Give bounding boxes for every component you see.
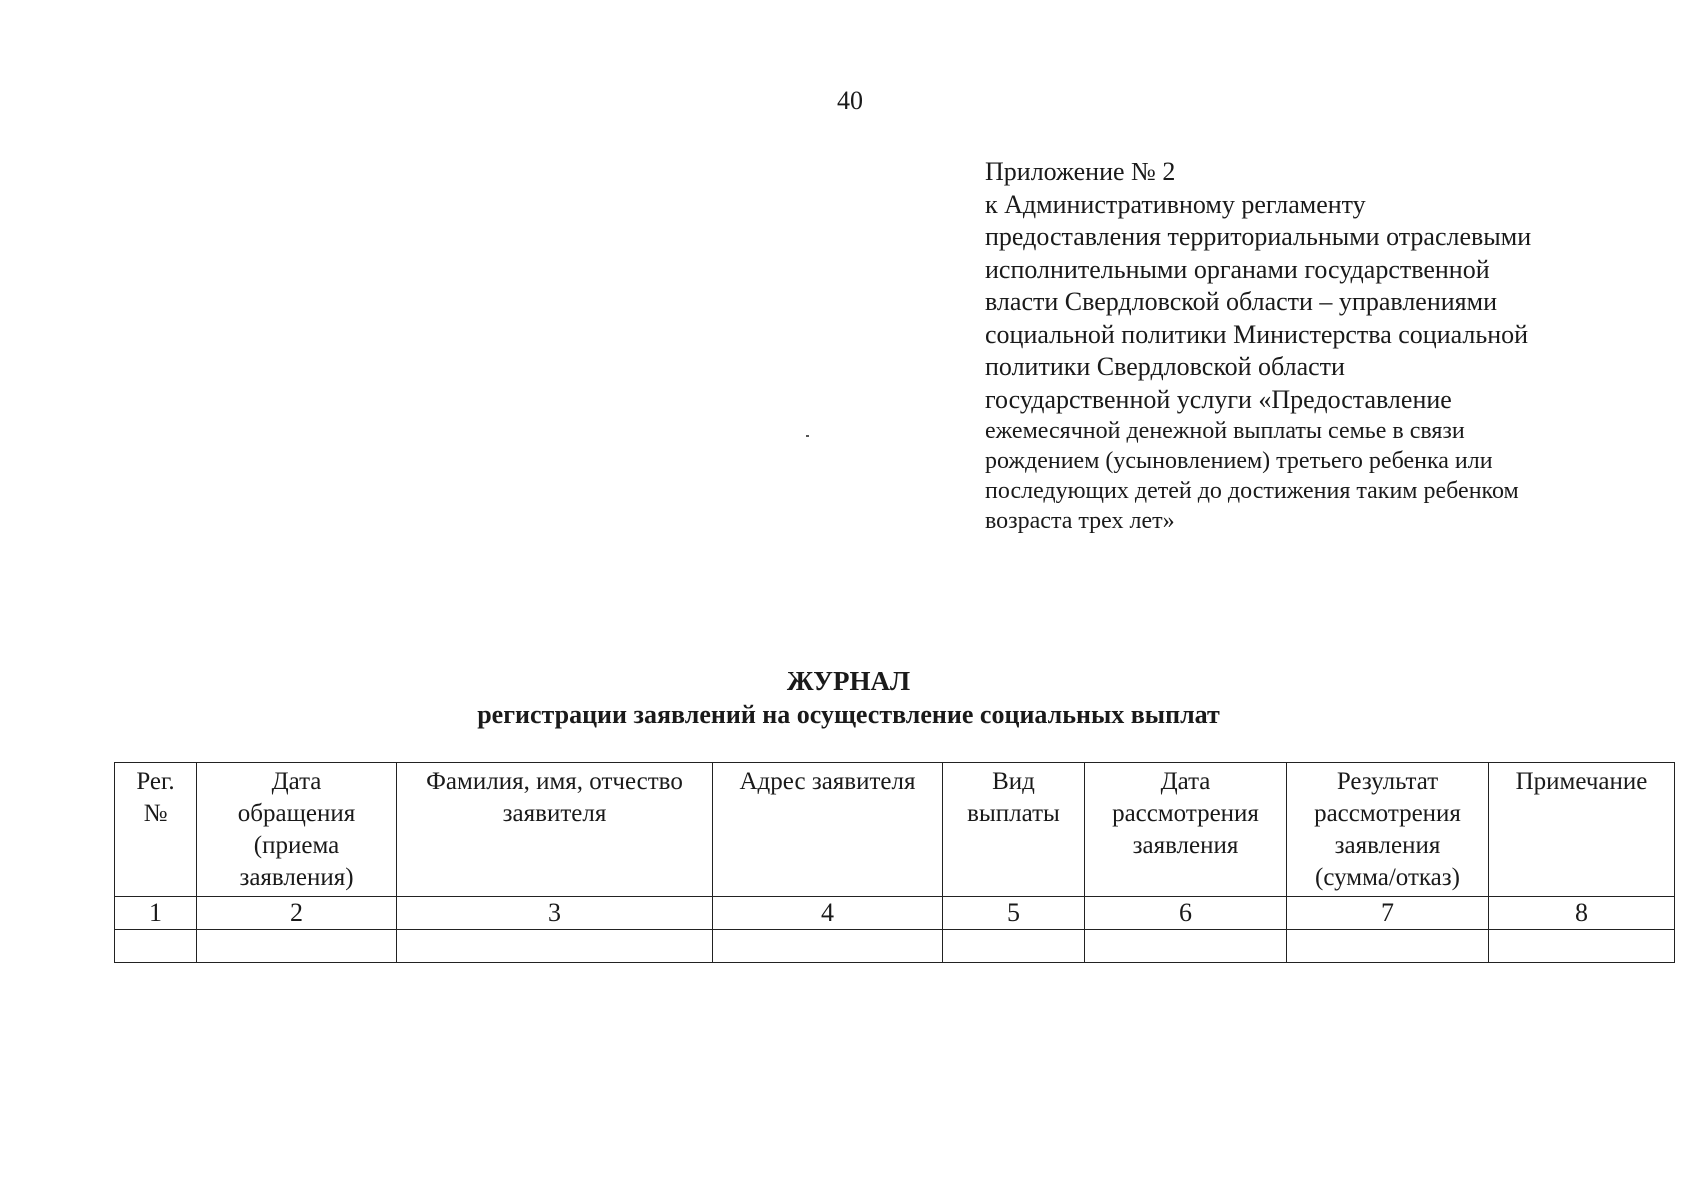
page-number: 40 xyxy=(837,86,863,115)
journal-table xyxy=(114,762,1675,963)
header-reg-number xyxy=(115,763,197,897)
column-number-row xyxy=(115,897,1675,930)
column-number: 7 xyxy=(1287,897,1489,930)
appendix-line: возраста трех лет» xyxy=(985,508,1175,534)
appendix-line: предоставления территориальными отраслевыми xyxy=(985,222,1532,251)
appendix-line: государственной услуги «Предоставление xyxy=(985,384,1452,414)
header-note xyxy=(1489,763,1675,897)
header-payment-type xyxy=(943,763,1085,897)
appendix-line: к Административному регламенту xyxy=(985,189,1366,219)
document-title: ЖУРНАЛ xyxy=(786,666,911,696)
header-label: Фамилия, имя, отчество заявителя xyxy=(426,768,683,827)
appendix-line: Приложение № 2 xyxy=(985,157,1176,186)
appendix-block xyxy=(985,156,1625,536)
header-applicant-address xyxy=(713,763,943,897)
scan-speck xyxy=(806,435,809,437)
empty-cell xyxy=(115,930,197,963)
column-number: 8 xyxy=(1489,897,1675,930)
empty-cell xyxy=(197,930,397,963)
appendix-line: власти Свердловской области – управлениями xyxy=(985,287,1497,316)
column-number: 3 xyxy=(397,897,713,930)
appendix-line: социальной политики Министерства социальной xyxy=(985,319,1529,349)
empty-cell xyxy=(397,930,713,963)
empty-cell xyxy=(713,930,943,963)
empty-cell xyxy=(1489,930,1675,963)
table-header-row xyxy=(115,763,1675,897)
column-number: 2 xyxy=(197,897,397,930)
appendix-line: политики Свердловской области xyxy=(985,352,1345,381)
empty-table-row xyxy=(115,930,1675,963)
header-label: Результат рассмотрения заявления (сумма/отказ) xyxy=(1314,768,1461,891)
header-label: Адрес заявителя xyxy=(739,768,916,795)
header-review-date xyxy=(1085,763,1287,897)
appendix-line: последующих детей до достижения таким ребенком xyxy=(985,478,1519,504)
column-number: 1 xyxy=(115,897,197,930)
header-label: Рег. № xyxy=(136,768,175,827)
empty-cell xyxy=(943,930,1085,963)
header-label: Вид выплаты xyxy=(967,768,1060,827)
header-review-result xyxy=(1287,763,1489,897)
header-label: Дата рассмотрения заявления xyxy=(1112,768,1259,859)
header-applicant-name xyxy=(397,763,713,897)
header-label: Дата обращения (приема заявления) xyxy=(237,768,356,891)
column-number: 5 xyxy=(943,897,1085,930)
column-number: 6 xyxy=(1085,897,1287,930)
appendix-line: исполнительными органами государственной xyxy=(985,254,1490,284)
header-label: Примечание xyxy=(1515,768,1648,795)
appendix-line: рождением (усыновлением) третьего ребенка или xyxy=(985,448,1493,474)
empty-cell xyxy=(1287,930,1489,963)
header-application-date xyxy=(197,763,397,897)
document-subtitle: регистрации заявлений на осуществление социальных выплат xyxy=(477,700,1220,729)
appendix-line: ежемесячной денежной выплаты семье в связи xyxy=(985,418,1465,444)
column-number: 4 xyxy=(713,897,943,930)
empty-cell xyxy=(1085,930,1287,963)
